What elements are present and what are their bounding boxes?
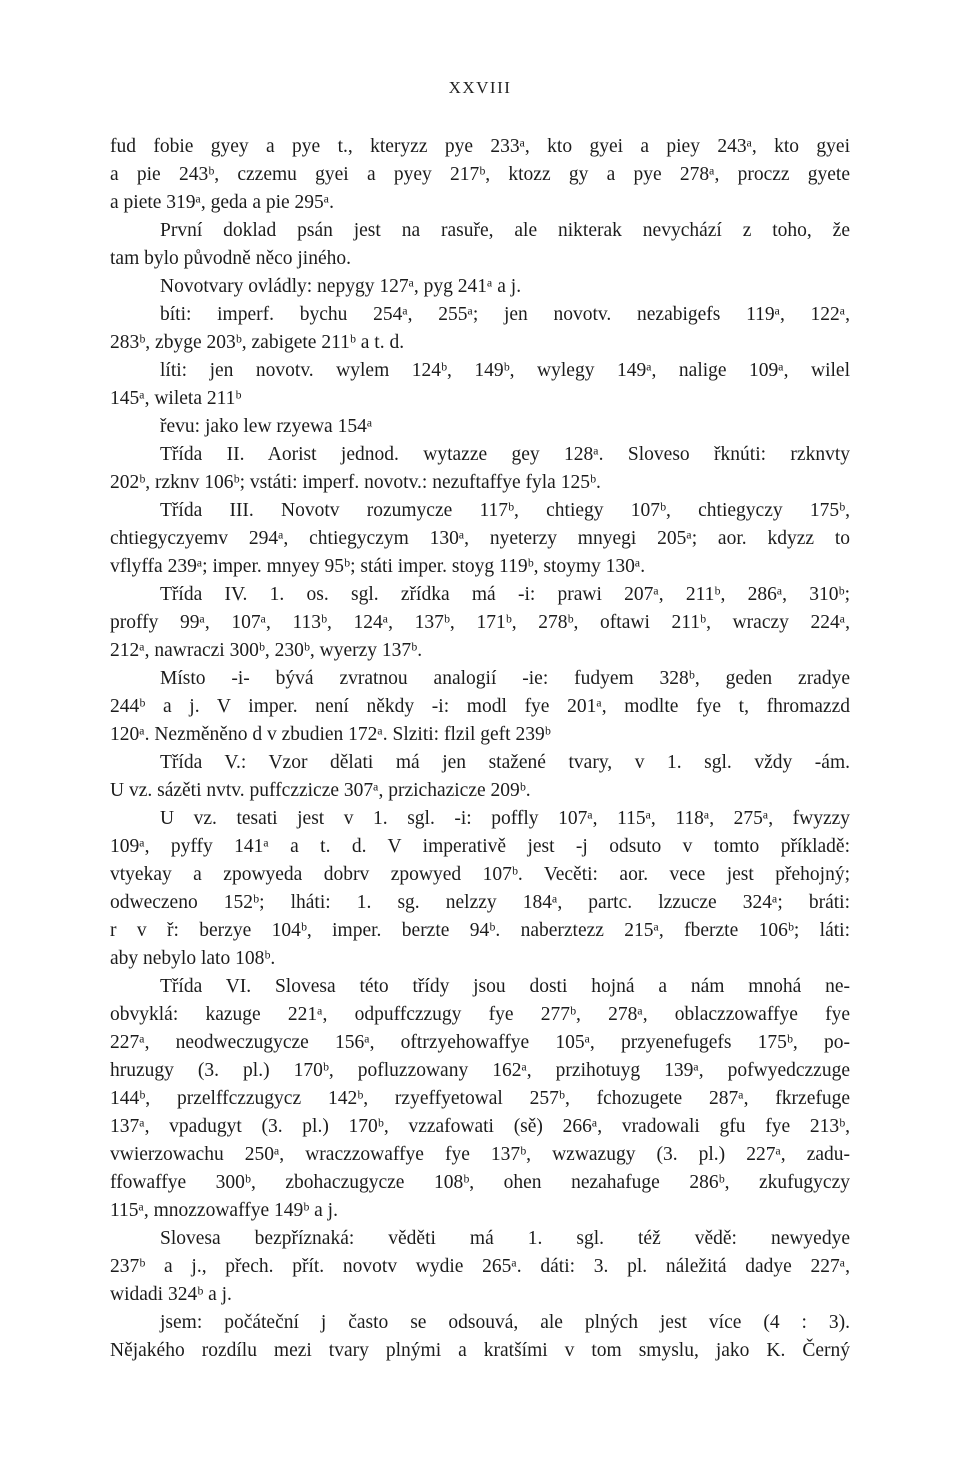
text-line: 237ᵇ a j., přech. přít. novotv wydie 265ᵃ. dáti: 3. pl. náležitá dadye 227ᵃ, [110, 1256, 850, 1277]
text-line: jsem: počáteční j často se odsouvá, ale plných jest více (4 : 3). [160, 1312, 850, 1333]
page-number: XXVIII [448, 78, 512, 97]
text-line: líti: jen novotv. wylem 124ᵇ, 149ᵇ, wylegy 149ᵃ, nalige 109ᵃ, wilel [160, 360, 850, 381]
text-line: Třída III. Novotv rozumycze 117ᵇ, chtiegy 107ᵇ, chtiegyczy 175ᵇ, [160, 500, 850, 521]
text-line: obvyklá: kazuge 221ᵃ, odpuffczzugy fye 277ᵇ, 278ᵃ, oblaczzowaffye fye [110, 1004, 850, 1025]
text-line: 283ᵇ, zbyge 203ᵇ, zabigete 211ᵇ a t. d. [110, 332, 405, 353]
text-line: Novotvary ovládly: nepygy 127ᵃ, pyg 241ᵃ a j. [160, 276, 522, 297]
text-line: Nějakého rozdílu mezi tvary plnými a kratšími v tom smyslu, jako K. Černý [110, 1340, 850, 1361]
text-line: První doklad psán jest na rasuře, ale nikterak nevychází z toho, že [160, 220, 850, 241]
text-line: 145ᵃ, wileta 211ᵇ [110, 388, 242, 409]
text-line: vtyekay a zpowyeda dobrv zpowyed 107ᵇ. Vecěti: aor. vece jest přehojný; [110, 864, 850, 885]
page-body-text [110, 133, 850, 1365]
text-line: U vz. sázěti nvtv. puffczzicze 307ᵃ, przichazicze 209ᵇ. [110, 780, 531, 801]
text-line: aby nebylo lato 108ᵇ. [110, 948, 276, 969]
text-line: 115ᵃ, mnozzowaffye 149ᵇ a j. [110, 1200, 338, 1221]
text-line: proffy 99ᵃ, 107ᵃ, 113ᵇ, 124ᵃ, 137ᵇ, 171ᵇ, 278ᵇ, oftawi 211ᵇ, wraczy 224ᵃ, [110, 612, 850, 633]
text-line: hruzugy (3. pl.) 170ᵇ, pofluzzowany 162ᵃ, przihotuyg 139ᵃ, pofwyedczzuge [110, 1060, 850, 1081]
text-line: řevu: jako lew rzyewa 154ᵃ [160, 416, 373, 437]
text-line: vwierzowachu 250ᵃ, wraczzowaffye fye 137ᵇ, wzwazugy (3. pl.) 227ᵃ, zadu- [110, 1144, 850, 1165]
text-line: 227ᵃ, neodweczugycze 156ᵃ, oftrzyehowaffye 105ᵃ, przyenefugefs 175ᵇ, po- [110, 1032, 850, 1053]
text-line: tam bylo původně něco jiného. [110, 248, 351, 269]
text-line: widadi 324ᵇ a j. [110, 1284, 232, 1305]
text-line: 212ᵃ, nawraczi 300ᵇ, 230ᵇ, wyerzy 137ᵇ. [110, 640, 423, 661]
text-line: a piete 319ᵃ, geda a pie 295ᵃ. [110, 192, 335, 213]
text-line: bíti: imperf. bychu 254ᵃ, 255ᵃ; jen novotv. nezabigefs 119ᵃ, 122ᵃ, [160, 304, 850, 325]
text-line: Slovesa bezpříznaká: věděti má 1. sgl. též vědě: newyedye [160, 1228, 850, 1249]
text-line: Třída IV. 1. os. sgl. zřídka má -i: prawi 207ᵃ, 211ᵇ, 286ᵃ, 310ᵇ; [160, 584, 850, 605]
text-line: ffowaffye 300ᵇ, zbohaczugycze 108ᵇ, ohen nezahafuge 286ᵇ, zkufugyczy [110, 1172, 850, 1193]
text-line: 144ᵇ, przelffczzugycz 142ᵇ, rzyeffyetowal 257ᵇ, fchozugete 287ᵃ, fkrzefuge [110, 1088, 850, 1109]
text-line: fud fobie gyey a pye t., kteryzz pye 233ᵃ, kto gyei a piey 243ᵃ, kto gyei [110, 136, 850, 157]
text-line: Třída VI. Slovesa této třídy jsou dosti hojná a nám mnohá ne- [160, 976, 850, 997]
text-line: Třída II. Aorist jednod. wytazze gey 128ᵃ. Sloveso řknúti: rzknvty [160, 444, 850, 465]
text-line: vflyffa 239ᵃ; imper. mnyey 95ᵇ; státi imper. stoyg 119ᵇ, stoymy 130ᵃ. [110, 556, 646, 577]
text-line: 244ᵇ a j. V imper. není někdy -i: modl fye 201ᵃ, modlte fye t, fhromazzd [110, 696, 850, 717]
text-line: a pie 243ᵇ, czzemu gyei a pyey 217ᵇ, ktozz gy a pye 278ᵃ, proczz gyete [110, 164, 850, 185]
text-line: chtiegyczyemv 294ᵃ, chtiegyczym 130ᵃ, nyeterzy mnyegi 205ᵃ; aor. kdyzz to [110, 528, 850, 549]
text-line: 109ᵃ, pyffy 141ᵃ a t. d. V imperativě jest -j odsuto v tomto příkladě: [110, 836, 850, 857]
text-line: 137ᵃ, vpadugyt (3. pl.) 170ᵇ, vzzafowati (sě) 266ᵃ, vradowali gfu fye 213ᵇ, [110, 1116, 850, 1137]
text-line: Třída V.: Vzor dělati má jen stažené tvary, v 1. sgl. vždy -ám. [160, 752, 850, 773]
text-line: Místo -i- bývá zvratnou analogií -ie: fudyem 328ᵇ, geden zradye [160, 668, 850, 689]
text-line: odweczeno 152ᵇ; lháti: 1. sg. nelzzy 184ᵃ, partc. lzzucze 324ᵃ; bráti: [110, 892, 850, 913]
text-line: 120ᵃ. Nezměněno d v zbudien 172ᵃ. Slziti: flzil geft 239ᵇ [110, 724, 551, 745]
text-line: U vz. tesati jest v 1. sgl. -i: poffly 107ᵃ, 115ᵃ, 118ᵃ, 275ᵃ, fwyzzy [160, 808, 850, 829]
text-line: 202ᵇ, rzknv 106ᵇ; vstáti: imperf. novotv.: nezuftaffye fyla 125ᵇ. [110, 472, 601, 493]
text-line: r v ř: berzye 104ᵇ, imper. berzte 94ᵇ. naberztezz 215ᵃ, fberzte 106ᵇ; láti: [110, 920, 850, 941]
